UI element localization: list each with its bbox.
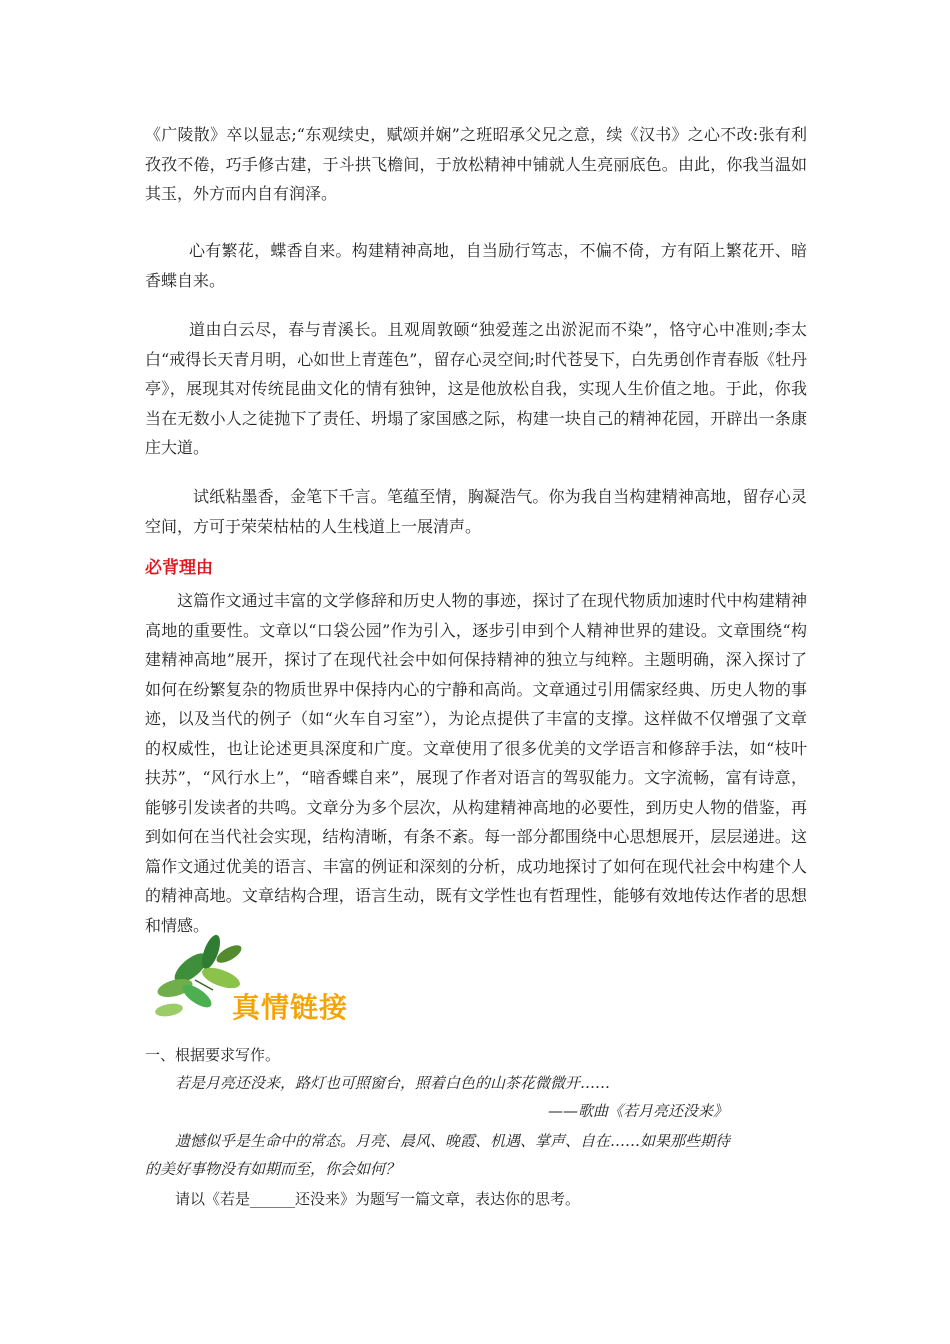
section-title-reason: 必背理由 — [145, 558, 213, 578]
task-prompt-line-2: 的美好事物没有如期而至，你会如何？ — [145, 1160, 401, 1178]
task-instruction-post: 还没来》为题写一篇文章，表达你的思考。 — [295, 1190, 581, 1208]
task-instruction-blank: ______ — [250, 1190, 296, 1208]
task-heading: 一、根据要求写作。 — [145, 1046, 281, 1064]
task-lyric: 若是月亮还没来，路灯也可照窗台，照着白色的山茶花微微开…… — [175, 1074, 611, 1092]
reason-paragraph: 这篇作文通过丰富的文学修辞和历史人物的事迹，探讨了在现代物质加速时代中构建精神高地的重要性。文章以“口袋公园”作为引入，逐步引申到个人精神世界的建设。文章围绕“构建精神高地”展开，探讨了在现代社会中如何保持精神的独立与纯粹。主题明确，深入探讨了如何在纷繁复杂的物质世界中保持内心的宁静和高尚。文章通过引用儒家经典、历史人物的事迹，以及当代的例子（如“火车自习室”），为论点提供了丰富的支撑。这样做不仅增强了文章的权威性，也让论述更具深度和广度。文章使用了很多优美的文学语言和修辞手法，如“枝叶扶苏”，“风行水上”，“暗香蝶自来”，展现了作者对语言的驾驭能力。文字流畅，富有诗意，能够引发读者的共鸣。文章分为多个层次，从构建精神高地的必要性，到历史人物的借鉴，再到如何在当代社会实现，结构清晰，有条不紊。每一部分都围绕中心思想展开，层层递进。这篇作文通过优美的语言、丰富的例证和深刻的分析，成功地探讨了如何在现代社会中构建个人的精神高地。文章结构合理，语言生动，既有文学性也有哲理性，能够有效地传达作者的思想和情感。 — [145, 591, 807, 935]
task-instruction-pre: 请以《若是 — [175, 1190, 251, 1208]
task-instruction — [175, 1189, 837, 1209]
article-paragraph-2: 心有繁花，蝶香自来。构建精神高地，自当励行笃志，不偏不倚，方有陌上繁花开、暗香蝶自来。 — [145, 241, 807, 290]
article-paragraph-1: 《广陵散》卒以显志;“东观续史，赋颂并娴”之班昭承父兄之意，续《汉书》之心不改:张有利孜孜不倦，巧手修古建，于斗拱飞檐间，于放松精神中铺就人生亮丽底色。由此，你我当温如其玉，外方而内自有润泽。 — [145, 125, 807, 203]
banner-title: 真情链接 — [232, 991, 349, 1024]
article-paragraph-4: 试纸粘墨香，金笔下千言。笔蕴至情，胸凝浩气。你为我自当构建精神高地，留存心灵空间，方可于荣荣枯枯的人生栈道上一展清声。 — [145, 487, 807, 536]
task-prompt-line-1: 遗憾似乎是生命中的常态。月亮、晨风、晚霞、机遇、掌声、自在……如果那些期待 — [175, 1132, 731, 1150]
article-paragraph-3: 道由白云尽，春与青溪长。且观周敦颐“独爱莲之出淤泥而不染”，恪守心中准则;李太白“戒得长天青月明，心如世上青莲色”，留存心灵空间;时代苍旻下，白先勇创作青春版《牡丹亭》，展现其对传统昆曲文化的情有独钟，这是他放松自我，实现人生价值之地。于此，你我当在无数小人之徒抛下了责任、坍塌了家国感之际，构建一块自己的精神花园，开辟出一条康庄大道。 — [145, 320, 807, 457]
task-lyric-source: ——歌曲《若月亮还没来》 — [548, 1102, 729, 1120]
